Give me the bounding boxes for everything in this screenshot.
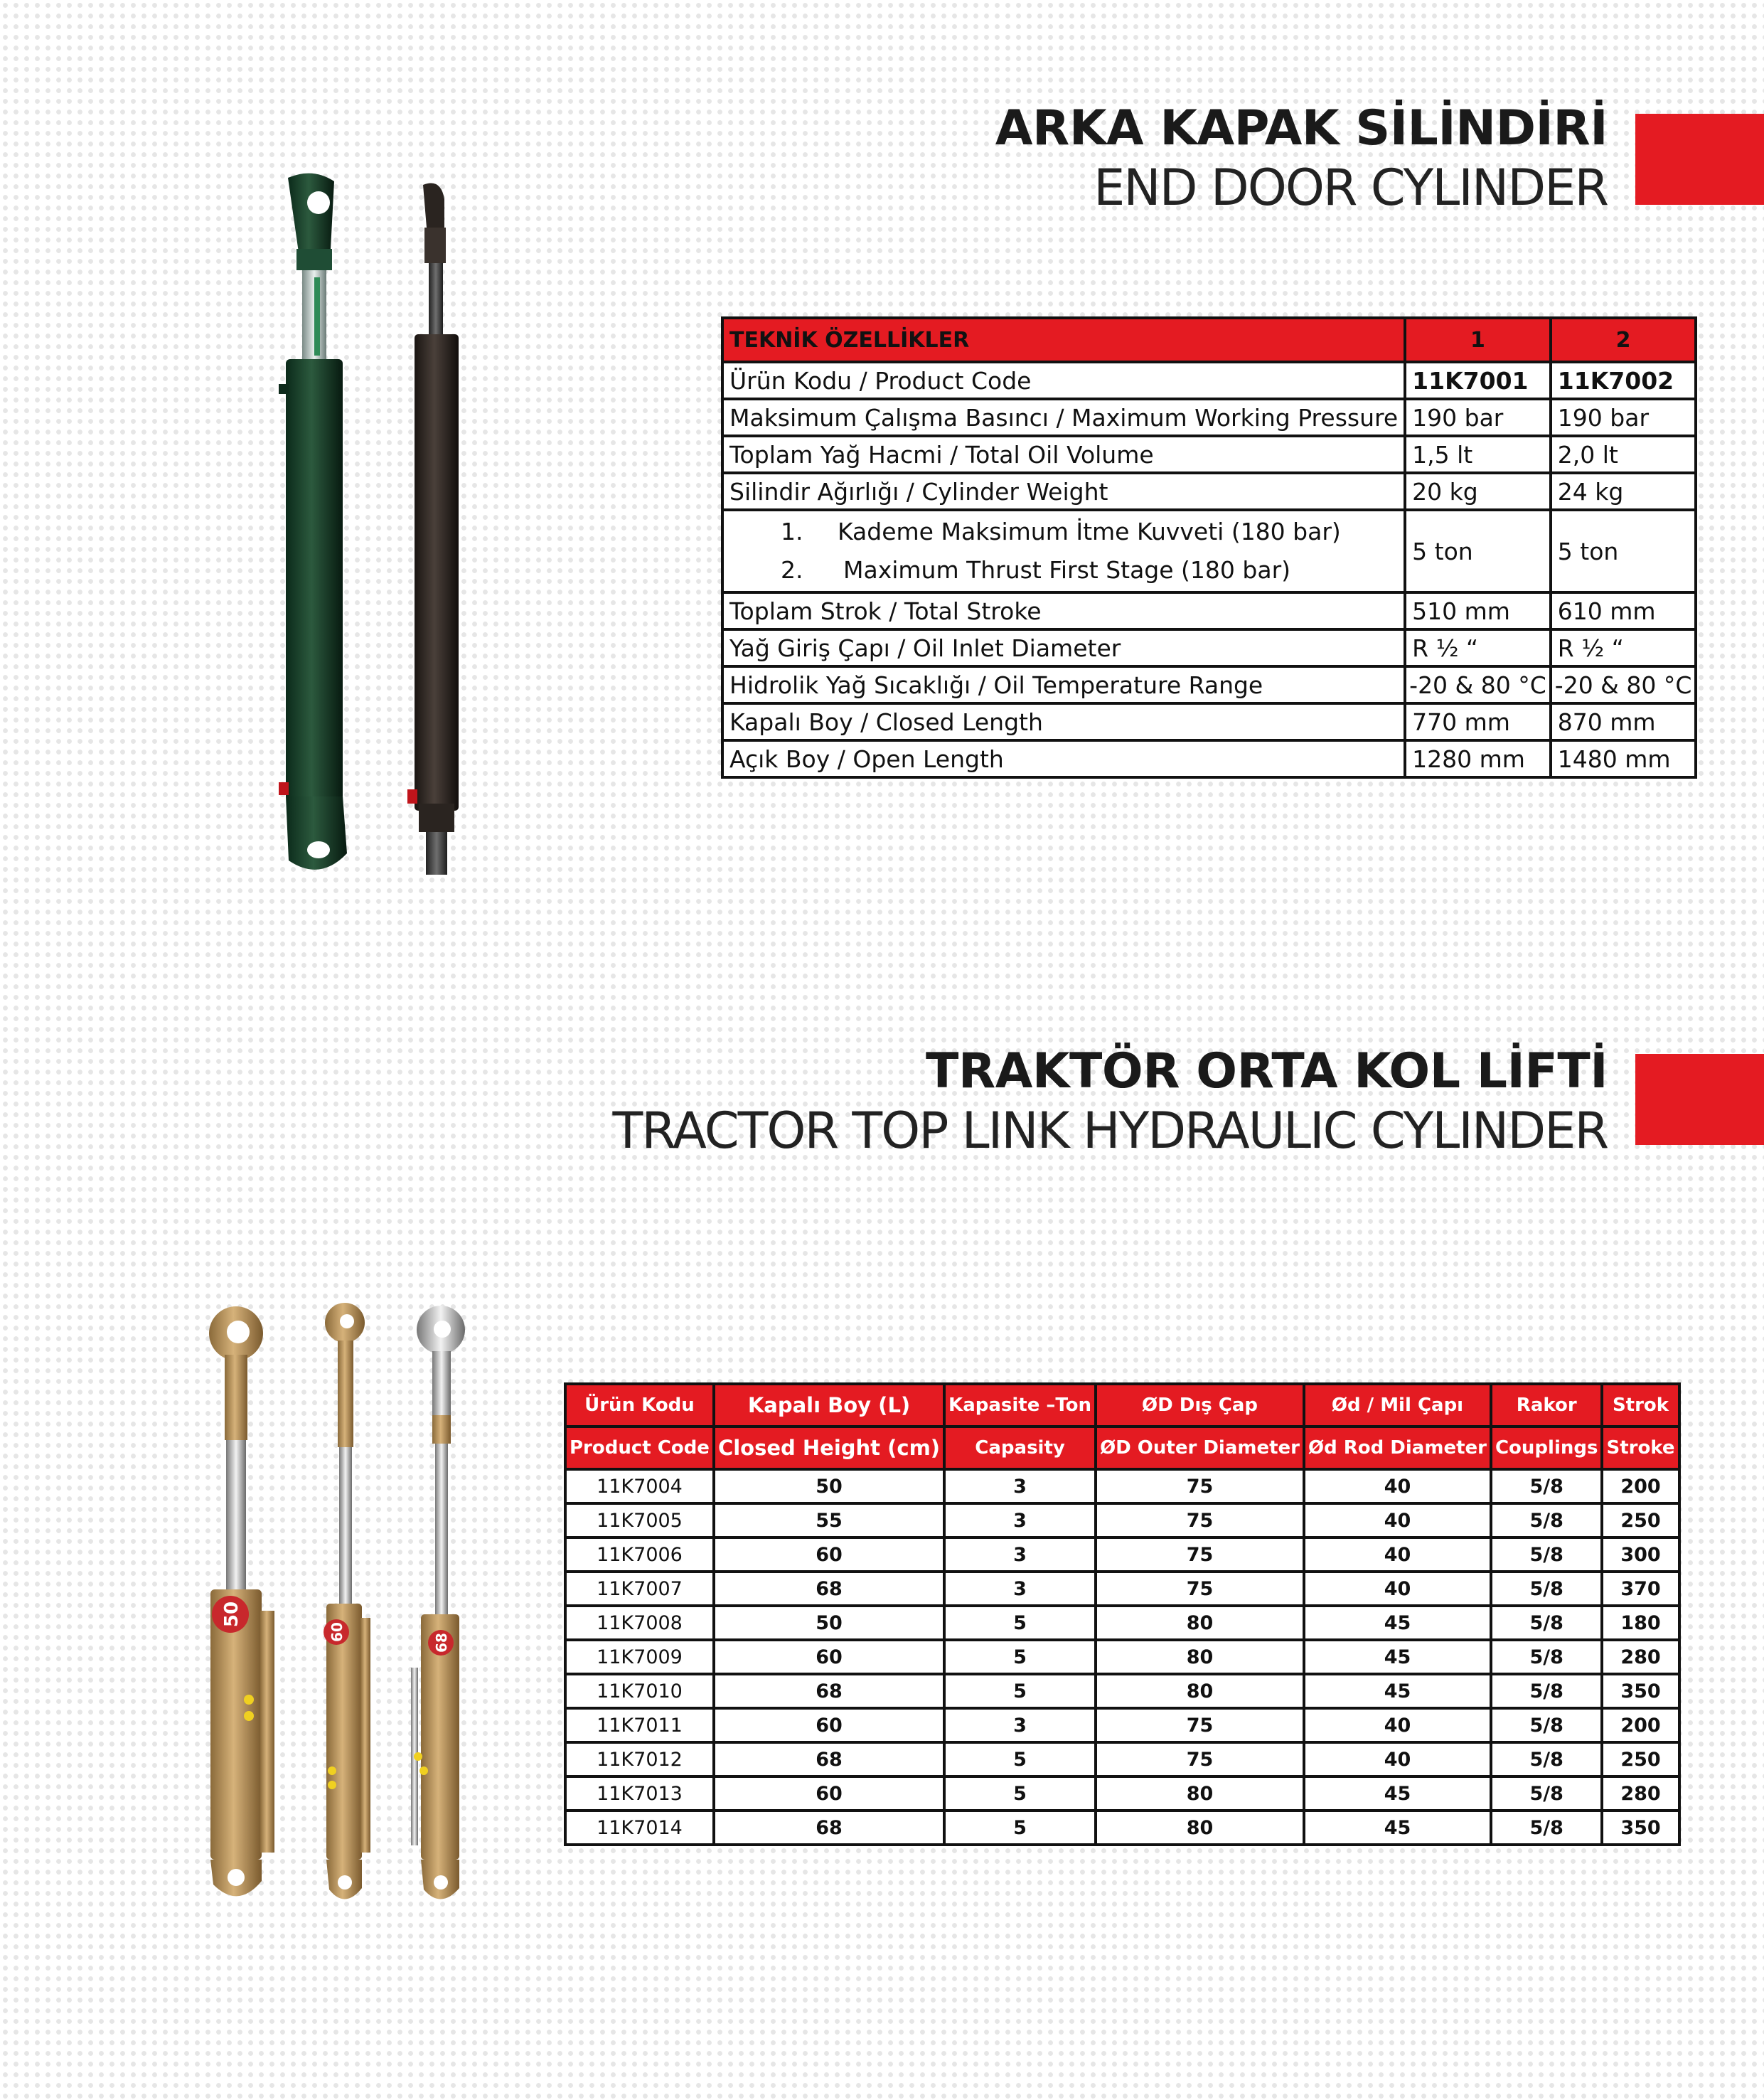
spec-value-1: 20 kg bbox=[1405, 473, 1551, 510]
spec-value-2: -20 & 80 °C bbox=[1551, 666, 1696, 703]
spec-thrust-line-2 bbox=[781, 551, 1398, 590]
spec-value-1: 5 ton bbox=[1405, 510, 1551, 592]
spec-value-2: 2,0 lt bbox=[1551, 436, 1696, 473]
toplink-cell-capacity: 5 bbox=[944, 1742, 1096, 1776]
toplink-cell-stroke: 280 bbox=[1602, 1640, 1679, 1674]
toplink-body bbox=[565, 1469, 1679, 1845]
toplink-cell-closed-height: 55 bbox=[714, 1503, 944, 1537]
top-link-cylinder-image-2 bbox=[316, 1298, 387, 1909]
toplink-cell-couplings: 5/8 bbox=[1491, 1469, 1603, 1503]
toplink-cell-closed-height: 60 bbox=[714, 1708, 944, 1742]
toplink-cell-outer-diameter: 75 bbox=[1096, 1537, 1304, 1572]
spec-thrust-num-1: 1. bbox=[781, 518, 803, 545]
spec-label: Maksimum Çalışma Basıncı / Maximum Working Pressure bbox=[722, 399, 1405, 436]
toplink-cell-couplings: 5/8 bbox=[1491, 1606, 1603, 1640]
toplink-cell-outer-diameter: 80 bbox=[1096, 1674, 1304, 1708]
spec-value-1: 11K7001 bbox=[1405, 362, 1551, 399]
toplink-cell-capacity: 5 bbox=[944, 1776, 1096, 1811]
toplink-cell-capacity: 5 bbox=[944, 1674, 1096, 1708]
toplink-cell-rod-diameter: 40 bbox=[1304, 1708, 1491, 1742]
spec-label: Silindir Ağırlığı / Cylinder Weight bbox=[722, 473, 1405, 510]
toplink-cell-rod-diameter: 45 bbox=[1304, 1776, 1491, 1811]
spec-thrust-line-1 bbox=[781, 513, 1398, 551]
spec-header-col2: 2 bbox=[1551, 318, 1696, 362]
spec-row bbox=[722, 666, 1696, 703]
spec-thrust-num-2: 2. bbox=[781, 556, 803, 584]
toplink-header-rod: Ød / Mil Çapı bbox=[1304, 1384, 1491, 1427]
toplink-cell-couplings: 5/8 bbox=[1491, 1503, 1603, 1537]
toplink-header-code-en: Product Code bbox=[565, 1427, 714, 1469]
section2-red-tab bbox=[1635, 1054, 1764, 1145]
toplink-cell-stroke: 200 bbox=[1602, 1469, 1679, 1503]
top-link-badge-3: 68 bbox=[433, 1633, 450, 1653]
section2-title-tr: TRAKTÖR ORTA KOL LİFTİ bbox=[925, 1043, 1608, 1099]
toplink-cell-couplings: 5/8 bbox=[1491, 1572, 1603, 1606]
toplink-cell-product-code: 11K7005 bbox=[565, 1503, 714, 1537]
toplink-cell-rod-diameter: 40 bbox=[1304, 1503, 1491, 1537]
spec-value-1: 1280 mm bbox=[1405, 740, 1551, 777]
toplink-cell-rod-diameter: 45 bbox=[1304, 1606, 1491, 1640]
toplink-cell-outer-diameter: 75 bbox=[1096, 1503, 1304, 1537]
toplink-cell-product-code: 11K7010 bbox=[565, 1674, 714, 1708]
spec-row bbox=[722, 436, 1696, 473]
spec-value-2: R ½ “ bbox=[1551, 629, 1696, 666]
toplink-header-code: Ürün Kodu bbox=[565, 1384, 714, 1427]
toplink-cell-product-code: 11K7008 bbox=[565, 1606, 714, 1640]
spec-label: Toplam Yağ Hacmi / Total Oil Volume bbox=[722, 436, 1405, 473]
toplink-cell-capacity: 3 bbox=[944, 1572, 1096, 1606]
toplink-cell-couplings: 5/8 bbox=[1491, 1811, 1603, 1845]
toplink-cell-rod-diameter: 45 bbox=[1304, 1811, 1491, 1845]
toplink-header-closed-en: Closed Height (cm) bbox=[714, 1427, 944, 1469]
toplink-header-outer-en: ØD Outer Diameter bbox=[1096, 1427, 1304, 1469]
table-row bbox=[565, 1811, 1679, 1845]
spec-label: Açık Boy / Open Length bbox=[722, 740, 1405, 777]
section1-red-tab bbox=[1635, 114, 1764, 205]
toplink-cell-closed-height: 60 bbox=[714, 1537, 944, 1572]
toplink-cell-stroke: 250 bbox=[1602, 1742, 1679, 1776]
toplink-cell-couplings: 5/8 bbox=[1491, 1708, 1603, 1742]
spec-value-2: 1480 mm bbox=[1551, 740, 1696, 777]
end-door-cylinder-image-1 bbox=[263, 171, 363, 882]
toplink-cell-capacity: 5 bbox=[944, 1606, 1096, 1640]
toplink-cell-closed-height: 60 bbox=[714, 1776, 944, 1811]
toplink-cell-outer-diameter: 75 bbox=[1096, 1572, 1304, 1606]
spec-value-1: 770 mm bbox=[1405, 703, 1551, 740]
toplink-header-stroke-en: Stroke bbox=[1602, 1427, 1679, 1469]
spec-value-2: 610 mm bbox=[1551, 592, 1696, 629]
toplink-cell-product-code: 11K7004 bbox=[565, 1469, 714, 1503]
toplink-cell-stroke: 370 bbox=[1602, 1572, 1679, 1606]
toplink-cell-closed-height: 50 bbox=[714, 1606, 944, 1640]
top-link-cylinder-image-1 bbox=[199, 1298, 292, 1906]
toplink-cell-couplings: 5/8 bbox=[1491, 1640, 1603, 1674]
toplink-header-outer: ØD Dış Çap bbox=[1096, 1384, 1304, 1427]
section2-title bbox=[613, 1043, 1608, 1161]
toplink-cell-stroke: 250 bbox=[1602, 1503, 1679, 1537]
top-link-cylinder-image-3 bbox=[405, 1298, 483, 1909]
toplink-cell-closed-height: 68 bbox=[714, 1674, 944, 1708]
table-row bbox=[565, 1606, 1679, 1640]
table-row bbox=[565, 1572, 1679, 1606]
table-row bbox=[565, 1708, 1679, 1742]
end-door-spec-table bbox=[721, 316, 1697, 779]
toplink-cell-couplings: 5/8 bbox=[1491, 1537, 1603, 1572]
table-row bbox=[565, 1640, 1679, 1674]
toplink-header-stroke: Strok bbox=[1602, 1384, 1679, 1427]
toplink-cell-product-code: 11K7006 bbox=[565, 1537, 714, 1572]
spec-label: Kapalı Boy / Closed Length bbox=[722, 703, 1405, 740]
toplink-cell-rod-diameter: 40 bbox=[1304, 1537, 1491, 1572]
toplink-cell-rod-diameter: 45 bbox=[1304, 1640, 1491, 1674]
toplink-cell-couplings: 5/8 bbox=[1491, 1674, 1603, 1708]
toplink-cell-outer-diameter: 75 bbox=[1096, 1742, 1304, 1776]
toplink-header-couplings-en: Couplings bbox=[1491, 1427, 1603, 1469]
toplink-cell-outer-diameter: 80 bbox=[1096, 1606, 1304, 1640]
toplink-cell-closed-height: 68 bbox=[714, 1572, 944, 1606]
toplink-cell-product-code: 11K7009 bbox=[565, 1640, 714, 1674]
spec-value-2: 24 kg bbox=[1551, 473, 1696, 510]
toplink-cell-rod-diameter: 40 bbox=[1304, 1469, 1491, 1503]
toplink-cell-product-code: 11K7013 bbox=[565, 1776, 714, 1811]
spec-header-col1: 1 bbox=[1405, 318, 1551, 362]
top-link-badge-2: 60 bbox=[328, 1622, 346, 1642]
section1-title bbox=[995, 100, 1608, 218]
section1-title-tr: ARKA KAPAK SİLİNDİRİ bbox=[995, 100, 1608, 156]
table-row bbox=[565, 1503, 1679, 1537]
spec-value-2: 11K7002 bbox=[1551, 362, 1696, 399]
spec-label: Hidrolik Yağ Sıcaklığı / Oil Temperature Range bbox=[722, 666, 1405, 703]
toplink-cell-outer-diameter: 80 bbox=[1096, 1640, 1304, 1674]
spec-value-2: 190 bar bbox=[1551, 399, 1696, 436]
spec-row bbox=[722, 362, 1696, 399]
toplink-header-couplings: Rakor bbox=[1491, 1384, 1603, 1427]
toplink-cell-outer-diameter: 80 bbox=[1096, 1776, 1304, 1811]
toplink-header-capacity: Kapasite –Ton bbox=[944, 1384, 1096, 1427]
section2-title-en: TRACTOR TOP LINK HYDRAULIC CYLINDER bbox=[612, 1101, 1608, 1160]
toplink-cell-closed-height: 60 bbox=[714, 1640, 944, 1674]
table-row bbox=[565, 1537, 1679, 1572]
toplink-cell-stroke: 300 bbox=[1602, 1537, 1679, 1572]
toplink-cell-stroke: 350 bbox=[1602, 1811, 1679, 1845]
spec-row bbox=[722, 399, 1696, 436]
spec-value-2: 870 mm bbox=[1551, 703, 1696, 740]
spec-thrust-text-2: Maximum Thrust First Stage (180 bar) bbox=[843, 556, 1291, 584]
toplink-cell-couplings: 5/8 bbox=[1491, 1776, 1603, 1811]
spec-value-2: 5 ton bbox=[1551, 510, 1696, 592]
spec-row bbox=[722, 703, 1696, 740]
spec-label-thrust bbox=[722, 510, 1405, 592]
end-door-cylinder-image-2 bbox=[402, 178, 480, 882]
toplink-cell-product-code: 11K7014 bbox=[565, 1811, 714, 1845]
spec-row-thrust bbox=[722, 510, 1696, 592]
toplink-cell-closed-height: 50 bbox=[714, 1469, 944, 1503]
toplink-cell-product-code: 11K7007 bbox=[565, 1572, 714, 1606]
spec-row bbox=[722, 629, 1696, 666]
top-link-badge-1: 50 bbox=[221, 1601, 242, 1628]
toplink-header-row-en bbox=[565, 1427, 1679, 1469]
table-row bbox=[565, 1469, 1679, 1503]
toplink-cell-stroke: 350 bbox=[1602, 1674, 1679, 1708]
toplink-cell-couplings: 5/8 bbox=[1491, 1742, 1603, 1776]
spec-row bbox=[722, 473, 1696, 510]
table-row bbox=[565, 1776, 1679, 1811]
toplink-cell-capacity: 3 bbox=[944, 1537, 1096, 1572]
spec-row bbox=[722, 740, 1696, 777]
toplink-cell-capacity: 3 bbox=[944, 1708, 1096, 1742]
toplink-cell-product-code: 11K7012 bbox=[565, 1742, 714, 1776]
toplink-cell-closed-height: 68 bbox=[714, 1811, 944, 1845]
toplink-cell-capacity: 3 bbox=[944, 1503, 1096, 1537]
toplink-header-closed: Kapalı Boy (L) bbox=[714, 1384, 944, 1427]
toplink-cell-rod-diameter: 40 bbox=[1304, 1742, 1491, 1776]
toplink-cell-rod-diameter: 45 bbox=[1304, 1674, 1491, 1708]
spec-label: Yağ Giriş Çapı / Oil Inlet Diameter bbox=[722, 629, 1405, 666]
table-row bbox=[565, 1742, 1679, 1776]
toplink-cell-outer-diameter: 75 bbox=[1096, 1708, 1304, 1742]
toplink-header-row-tr bbox=[565, 1384, 1679, 1427]
toplink-cell-capacity: 5 bbox=[944, 1811, 1096, 1845]
toplink-cell-rod-diameter: 40 bbox=[1304, 1572, 1491, 1606]
spec-header-label: TEKNİK ÖZELLİKLER bbox=[722, 318, 1405, 362]
toplink-cell-stroke: 200 bbox=[1602, 1708, 1679, 1742]
table-row bbox=[565, 1674, 1679, 1708]
toplink-cell-outer-diameter: 80 bbox=[1096, 1811, 1304, 1845]
toplink-header-capacity-en: Capasity bbox=[944, 1427, 1096, 1469]
spec-label: Toplam Strok / Total Stroke bbox=[722, 592, 1405, 629]
spec-value-1: -20 & 80 °C bbox=[1405, 666, 1551, 703]
spec-value-1: R ½ “ bbox=[1405, 629, 1551, 666]
toplink-cell-stroke: 280 bbox=[1602, 1776, 1679, 1811]
toplink-cell-capacity: 5 bbox=[944, 1640, 1096, 1674]
spec-header-row bbox=[722, 318, 1696, 362]
toplink-cell-capacity: 3 bbox=[944, 1469, 1096, 1503]
spec-thrust-text-1: Kademe Maksimum İtme Kuvveti (180 bar) bbox=[838, 518, 1341, 545]
toplink-cell-closed-height: 68 bbox=[714, 1742, 944, 1776]
spec-row bbox=[722, 592, 1696, 629]
toplink-cell-stroke: 180 bbox=[1602, 1606, 1679, 1640]
toplink-cell-outer-diameter: 75 bbox=[1096, 1469, 1304, 1503]
top-link-spec-table bbox=[564, 1382, 1681, 1846]
spec-value-1: 510 mm bbox=[1405, 592, 1551, 629]
spec-value-1: 1,5 lt bbox=[1405, 436, 1551, 473]
toplink-header-rod-en: Ød Rod Diameter bbox=[1304, 1427, 1491, 1469]
section1-title-en: END DOOR CYLINDER bbox=[1094, 158, 1608, 217]
spec-value-1: 190 bar bbox=[1405, 399, 1551, 436]
toplink-cell-product-code: 11K7011 bbox=[565, 1708, 714, 1742]
spec-label: Ürün Kodu / Product Code bbox=[722, 362, 1405, 399]
